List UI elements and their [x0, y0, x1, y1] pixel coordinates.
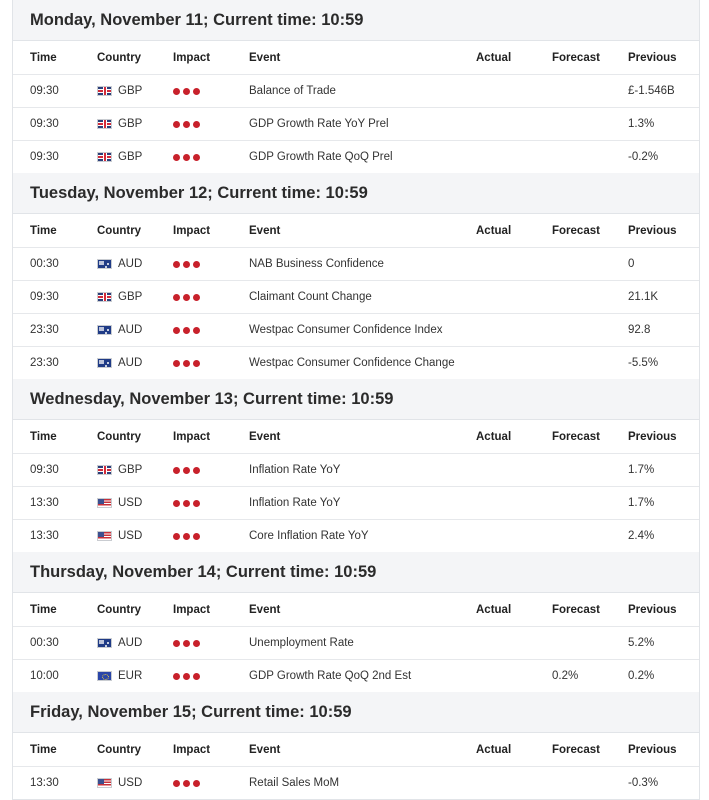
- previous-value: 1.3%: [628, 118, 655, 130]
- impact-indicator: [173, 75, 203, 107]
- impact-indicator: [173, 627, 203, 659]
- country-cell: [97, 347, 142, 379]
- column-header-event: Event: [249, 430, 281, 443]
- australia-flag-icon: [97, 325, 112, 335]
- event-row[interactable]: [13, 454, 699, 487]
- impact-indicator: [173, 347, 203, 379]
- column-header-row: [13, 214, 699, 248]
- previous-value: £-1.546B: [628, 85, 675, 97]
- eu-flag-icon: [97, 671, 112, 681]
- impact-dot-icon: [183, 327, 190, 334]
- event-row[interactable]: [13, 520, 699, 552]
- column-header-time: Time: [30, 51, 57, 64]
- impact-dot-icon: [173, 467, 180, 474]
- event-time: 09:30: [30, 291, 59, 303]
- impact-dot-icon: [193, 154, 200, 161]
- impact-indicator: [173, 314, 203, 346]
- column-header-event: Event: [249, 224, 281, 237]
- impact-indicator: [173, 108, 203, 140]
- column-header-previous: Previous: [628, 51, 677, 64]
- country-cell: [97, 108, 142, 140]
- impact-dot-icon: [183, 500, 190, 507]
- impact-dot-icon: [173, 88, 180, 95]
- event-time: 13:30: [30, 777, 59, 789]
- impact-dot-icon: [183, 673, 190, 680]
- impact-dot-icon: [183, 467, 190, 474]
- event-row[interactable]: [13, 767, 699, 799]
- event-time: 09:30: [30, 151, 59, 163]
- country-cell: [97, 627, 142, 659]
- australia-flag-icon: [97, 638, 112, 648]
- column-header-actual: Actual: [476, 430, 512, 443]
- column-header-event: Event: [249, 51, 281, 64]
- country-cell: [97, 660, 142, 692]
- day-header: Thursday, November 14; Current time: 10:59: [13, 552, 699, 593]
- country-code: AUD: [118, 324, 143, 336]
- column-header-forecast: Forecast: [552, 51, 600, 64]
- previous-value: 2.4%: [628, 530, 655, 542]
- country-cell: [97, 75, 142, 107]
- country-cell: [97, 767, 142, 799]
- impact-dot-icon: [193, 88, 200, 95]
- event-name[interactable]: Westpac Consumer Confidence Change: [249, 357, 455, 369]
- impact-indicator: [173, 487, 203, 519]
- event-time: 09:30: [30, 85, 59, 97]
- country-code: GBP: [118, 85, 143, 97]
- impact-dot-icon: [193, 640, 200, 647]
- column-header-time: Time: [30, 743, 57, 756]
- column-header-row: [13, 41, 699, 75]
- event-name[interactable]: GDP Growth Rate YoY Prel: [249, 118, 389, 130]
- column-header-forecast: Forecast: [552, 430, 600, 443]
- impact-dot-icon: [183, 88, 190, 95]
- us-flag-icon: [97, 531, 112, 541]
- column-header-forecast: Forecast: [552, 743, 600, 756]
- impact-dot-icon: [183, 121, 190, 128]
- column-header-event: Event: [249, 603, 281, 616]
- event-name[interactable]: Inflation Rate YoY: [249, 464, 341, 476]
- event-time: 23:30: [30, 357, 59, 369]
- previous-value: 92.8: [628, 324, 651, 336]
- column-header-actual: Actual: [476, 224, 512, 237]
- country-cell: [97, 248, 142, 280]
- impact-indicator: [173, 767, 203, 799]
- column-header-time: Time: [30, 430, 57, 443]
- day-header: Wednesday, November 13; Current time: 10:59: [13, 379, 699, 420]
- column-header-forecast: Forecast: [552, 603, 600, 616]
- column-header-previous: Previous: [628, 743, 677, 756]
- impact-dot-icon: [193, 261, 200, 268]
- event-time: 09:30: [30, 464, 59, 476]
- column-header-forecast: Forecast: [552, 224, 600, 237]
- country-code: USD: [118, 530, 143, 542]
- column-header-row: [13, 593, 699, 627]
- impact-indicator: [173, 520, 203, 552]
- column-header-country: Country: [97, 603, 142, 616]
- country-cell: [97, 520, 142, 552]
- country-cell: [97, 141, 142, 173]
- country-cell: [97, 487, 142, 519]
- event-row[interactable]: [13, 108, 699, 141]
- column-header-country: Country: [97, 224, 142, 237]
- economic-calendar: [12, 0, 700, 800]
- event-time: 13:30: [30, 530, 59, 542]
- event-row[interactable]: [13, 141, 699, 173]
- country-code: EUR: [118, 670, 143, 682]
- us-flag-icon: [97, 498, 112, 508]
- impact-dot-icon: [183, 154, 190, 161]
- column-header-impact: Impact: [173, 430, 211, 443]
- impact-dot-icon: [173, 261, 180, 268]
- forecast-value: 0.2%: [552, 670, 579, 682]
- country-code: GBP: [118, 464, 143, 476]
- previous-value: -0.3%: [628, 777, 659, 789]
- impact-dot-icon: [193, 780, 200, 787]
- previous-value: 0: [628, 258, 635, 270]
- column-header-actual: Actual: [476, 51, 512, 64]
- event-row[interactable]: [13, 660, 699, 692]
- impact-dot-icon: [173, 154, 180, 161]
- event-time: 10:00: [30, 670, 59, 682]
- impact-dot-icon: [193, 121, 200, 128]
- uk-flag-icon: [97, 86, 112, 96]
- impact-dot-icon: [193, 467, 200, 474]
- country-code: GBP: [118, 151, 143, 163]
- column-header-row: [13, 733, 699, 767]
- column-header-impact: Impact: [173, 51, 211, 64]
- event-name[interactable]: Core Inflation Rate YoY: [249, 530, 369, 542]
- impact-dot-icon: [173, 360, 180, 367]
- event-row[interactable]: [13, 627, 699, 660]
- event-name[interactable]: Claimant Count Change: [249, 291, 372, 303]
- event-name[interactable]: Westpac Consumer Confidence Index: [249, 324, 443, 336]
- country-code: AUD: [118, 637, 143, 649]
- column-header-country: Country: [97, 430, 142, 443]
- impact-dot-icon: [173, 780, 180, 787]
- column-header-time: Time: [30, 603, 57, 616]
- australia-flag-icon: [97, 259, 112, 269]
- country-code: GBP: [118, 291, 143, 303]
- country-code: AUD: [118, 357, 143, 369]
- impact-dot-icon: [183, 780, 190, 787]
- event-name[interactable]: Balance of Trade: [249, 85, 336, 97]
- uk-flag-icon: [97, 119, 112, 129]
- event-row[interactable]: [13, 347, 699, 379]
- impact-dot-icon: [173, 500, 180, 507]
- impact-dot-icon: [183, 640, 190, 647]
- impact-indicator: [173, 141, 203, 173]
- event-row[interactable]: [13, 314, 699, 347]
- event-time: 23:30: [30, 324, 59, 336]
- previous-value: 21.1K: [628, 291, 659, 303]
- previous-value: 0.2%: [628, 670, 655, 682]
- event-time: 00:30: [30, 258, 59, 270]
- previous-value: -5.5%: [628, 357, 659, 369]
- event-name[interactable]: GDP Growth Rate QoQ Prel: [249, 151, 393, 163]
- impact-dot-icon: [193, 327, 200, 334]
- event-name[interactable]: Retail Sales MoM: [249, 777, 340, 789]
- impact-dot-icon: [193, 533, 200, 540]
- impact-dot-icon: [183, 360, 190, 367]
- uk-flag-icon: [97, 465, 112, 475]
- column-header-event: Event: [249, 743, 281, 756]
- country-code: GBP: [118, 118, 143, 130]
- country-code: USD: [118, 497, 143, 509]
- column-header-row: [13, 420, 699, 454]
- event-time: 00:30: [30, 637, 59, 649]
- event-row[interactable]: [13, 75, 699, 108]
- uk-flag-icon: [97, 152, 112, 162]
- country-cell: [97, 281, 142, 313]
- column-header-impact: Impact: [173, 743, 211, 756]
- column-header-country: Country: [97, 743, 142, 756]
- day-section: [13, 0, 699, 173]
- column-header-previous: Previous: [628, 224, 677, 237]
- day-section: [13, 692, 699, 799]
- impact-dot-icon: [173, 533, 180, 540]
- impact-dot-icon: [193, 294, 200, 301]
- event-row[interactable]: [13, 487, 699, 520]
- day-header: Tuesday, November 12; Current time: 10:59: [13, 173, 699, 214]
- day-section: [13, 552, 699, 692]
- country-code: USD: [118, 777, 143, 789]
- event-name[interactable]: Unemployment Rate: [249, 637, 354, 649]
- event-name[interactable]: Inflation Rate YoY: [249, 497, 341, 509]
- column-header-time: Time: [30, 224, 57, 237]
- impact-indicator: [173, 454, 203, 486]
- country-code: AUD: [118, 258, 143, 270]
- impact-dot-icon: [183, 533, 190, 540]
- impact-dot-icon: [173, 640, 180, 647]
- event-time: 13:30: [30, 497, 59, 509]
- event-name[interactable]: NAB Business Confidence: [249, 258, 384, 270]
- impact-dot-icon: [173, 121, 180, 128]
- day-header: Monday, November 11; Current time: 10:59: [13, 0, 699, 41]
- us-flag-icon: [97, 778, 112, 788]
- column-header-country: Country: [97, 51, 142, 64]
- event-time: 09:30: [30, 118, 59, 130]
- impact-indicator: [173, 281, 203, 313]
- previous-value: 5.2%: [628, 637, 655, 649]
- previous-value: 1.7%: [628, 497, 655, 509]
- impact-indicator: [173, 660, 203, 692]
- impact-indicator: [173, 248, 203, 280]
- column-header-impact: Impact: [173, 224, 211, 237]
- impact-dot-icon: [173, 294, 180, 301]
- impact-dot-icon: [183, 261, 190, 268]
- impact-dot-icon: [173, 673, 180, 680]
- impact-dot-icon: [173, 327, 180, 334]
- previous-value: 1.7%: [628, 464, 655, 476]
- impact-dot-icon: [183, 294, 190, 301]
- event-row[interactable]: [13, 281, 699, 314]
- australia-flag-icon: [97, 358, 112, 368]
- day-section: [13, 173, 699, 379]
- day-header: Friday, November 15; Current time: 10:59: [13, 692, 699, 733]
- previous-value: -0.2%: [628, 151, 659, 163]
- country-cell: [97, 314, 142, 346]
- event-name[interactable]: GDP Growth Rate QoQ 2nd Est: [249, 670, 412, 682]
- impact-dot-icon: [193, 673, 200, 680]
- impact-dot-icon: [193, 500, 200, 507]
- column-header-actual: Actual: [476, 743, 512, 756]
- column-header-previous: Previous: [628, 430, 677, 443]
- impact-dot-icon: [193, 360, 200, 367]
- column-header-impact: Impact: [173, 603, 211, 616]
- column-header-actual: Actual: [476, 603, 512, 616]
- column-header-previous: Previous: [628, 603, 677, 616]
- day-section: [13, 379, 699, 552]
- uk-flag-icon: [97, 292, 112, 302]
- country-cell: [97, 454, 142, 486]
- event-row[interactable]: [13, 248, 699, 281]
